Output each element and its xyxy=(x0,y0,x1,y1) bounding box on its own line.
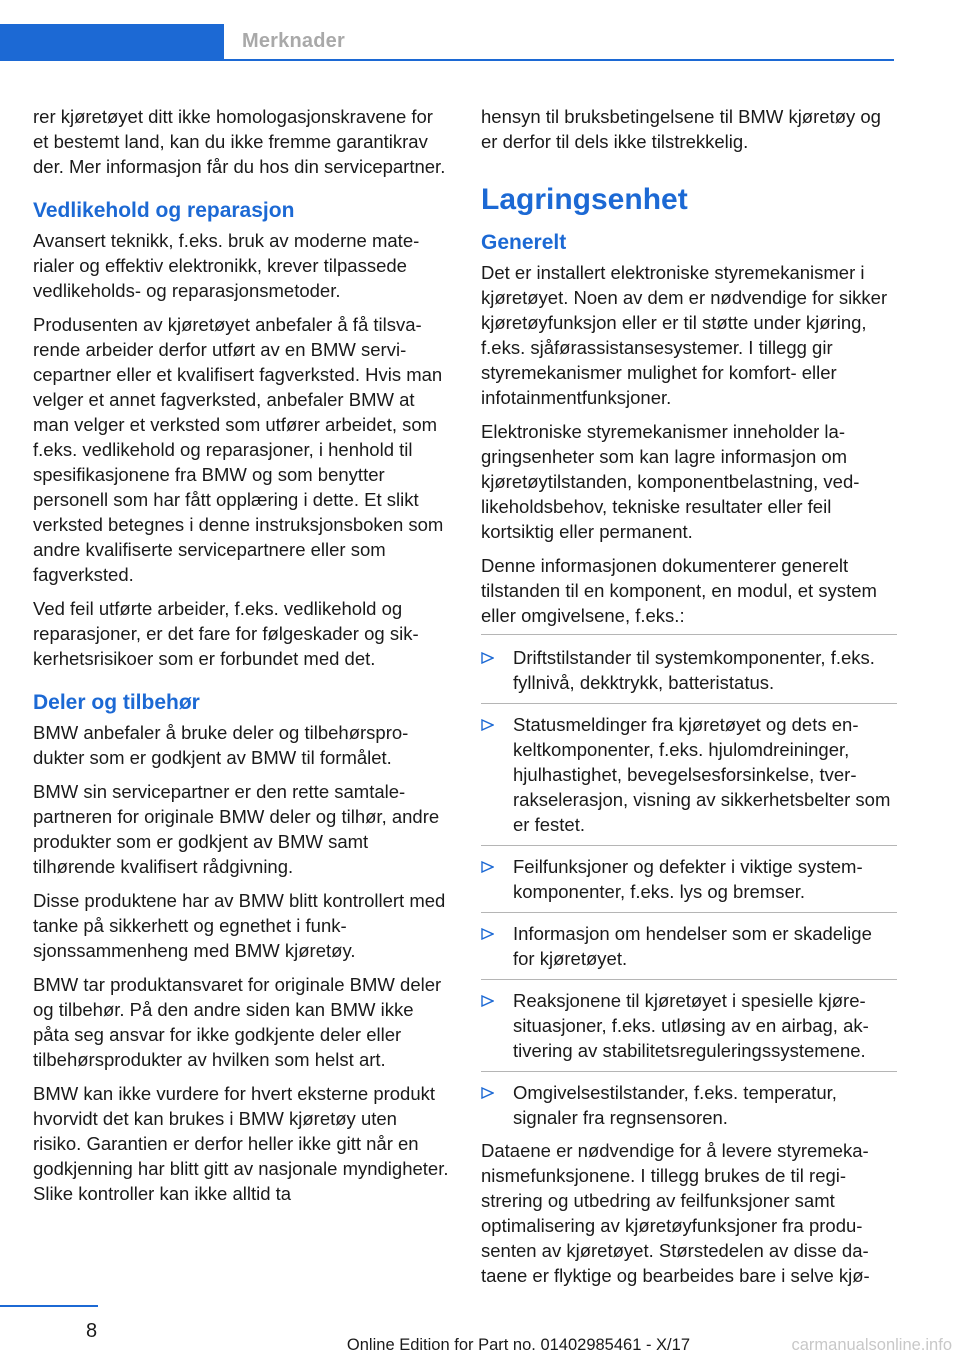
edition-note: Online Edition for Part no. 01402985461 - X/17 xyxy=(346,1336,690,1354)
body-paragraph: BMW tar produktansvaret for originale BMW deler og tilbehør. På den andre siden kan BMW ikke påta seg ansvar for ikke godkjente deler eller tilbehørsprodukter av hvilken som helst art. xyxy=(33,974,442,1070)
body-paragraph: Produsenten av kjøretøyet anbefaler å få tilsvarende arbeider derfor utført av en BMW servicepartner eller et kvalifisert fagverksted. Hvis man velger et annet fagverksted, anbefaler BMW at man velger et verksted som utfører arbeidet, som f.eks. vedlikehold og reparasjoner, i henhold til spesifikasjonene fra BMW og som benytter personell som har fått opplæring i dette. Et slikt verksted betegnes i denne instruksjonsboken som andre kvalifiserte servicepartnere eller som fagverksted. xyxy=(33,314,444,585)
triangle-bullet-icon xyxy=(481,861,494,873)
triangle-bullet-icon xyxy=(481,652,494,664)
triangle-bullet-icon xyxy=(481,928,494,940)
body-paragraph: Det er installert elektroniske styremekanismer i kjøretøyet. Noen av dem er nødvendige for sikker kjøretøyfunksjon eller er til støtte under kjøring, f.eks. sjåførassistansesystemer. I tillegg gir styremekanismer mulighet for komfort- eller infotainmentfunksjoner. xyxy=(481,262,888,408)
intro-paragraph: rer kjøretøyet ditt ikke homologasjonskravene for et bestemt land, kan du ikke fremme garantikrav der. Mer informasjon får du hos din servicepartner. xyxy=(33,106,446,177)
list-item xyxy=(481,712,897,846)
list-item xyxy=(481,645,897,704)
footer-rule xyxy=(0,1305,98,1307)
chapter-heading-storage: Lagringsenhet xyxy=(481,183,688,216)
section-heading-parts: Deler og tilbehør xyxy=(33,691,200,714)
right-column xyxy=(481,104,897,1297)
header-accent-bar xyxy=(0,24,224,61)
list-divider xyxy=(481,634,897,635)
list-item xyxy=(481,921,897,980)
body-paragraph: Disse produktene har av BMW blitt kontrollert med tanke på sikkerhett og egnethet i funksjonssammenheng med BMW kjøretøy. xyxy=(33,890,446,961)
body-paragraph: Avansert teknikk, f.eks. bruk av moderne materialer og effektiv elektronikk, krever tilpassede vedlikeholds- og reparasjonsmetoder. xyxy=(33,230,420,301)
body-paragraph: BMW sin servicepartner er den rette samtalepartneren for originale BMW deler og tilhør, andre produkter som er godkjent av BMW samt tilhørende kvalifisert rådgivning. xyxy=(33,781,440,877)
list-item xyxy=(481,854,897,913)
body-paragraph: BMW kan ikke vurdere for hvert eksterne produkt hvorvidt det kan brukes i BMW kjøretøy uten risiko. Garantien er derfor heller ikke gitt når en godkjenning har blitt gitt av nasjonale myndigheter. Slike kontroller kan ikke alltid ta xyxy=(33,1083,449,1204)
list-item-text: Reaksjonene til kjøretøyet i spesielle kjøresituasjoner, f.eks. utløsing av en airbag, aktivering av stabilitetsreguleringssystemene. xyxy=(513,990,869,1061)
page-header-title: Merknader xyxy=(242,30,345,52)
intro-paragraph: hensyn til bruksbetingelsene til BMW kjøretøy og er derfor til dels ikke tilstrekkelig. xyxy=(481,106,881,152)
triangle-bullet-icon xyxy=(481,995,494,1007)
body-paragraph: Elektroniske styremekanismer inneholder lagringsenheter som kan lagre informasjon om kjøretøytilstanden, komponentbelastning, vedlikeholdsbehov, tekniske resultater eller feil kortsiktig eller permanent. xyxy=(481,421,860,542)
list-item-text: Omgivelsestilstander, f.eks. temperatur, signaler fra regnsensoren. xyxy=(513,1082,837,1128)
body-paragraph: Denne informasjonen dokumenterer generelt tilstanden til en komponent, en modul, et system eller omgivelsene, f.eks.: xyxy=(481,555,877,626)
list-item-text: Feilfunksjoner og defekter i viktige systemkomponenter, f.eks. lys og bremser. xyxy=(513,856,863,902)
section-heading-general: Generelt xyxy=(481,231,567,254)
list-item xyxy=(481,1080,897,1130)
left-column xyxy=(33,104,449,1215)
triangle-bullet-icon xyxy=(481,719,494,731)
body-paragraph: Ved feil utførte arbeider, f.eks. vedlikehold og reparasjoner, er det fare for følgeskader og sikkerhetsrisikoer som er forbundet med det. xyxy=(33,598,419,669)
list-item xyxy=(481,988,897,1072)
section-heading-maintenance: Vedlikehold og reparasjon xyxy=(33,199,295,222)
bullet-list xyxy=(481,645,897,1130)
header-rule xyxy=(224,59,894,61)
list-item-text: Driftstilstander til systemkomponenter, f.eks. fyllnivå, dekktrykk, batteristatus. xyxy=(513,647,875,693)
body-paragraph: BMW anbefaler å bruke deler og tilbehørsprodukter som er godkjent av BMW til formålet. xyxy=(33,722,409,768)
list-item-text: Informasjon om hendelser som er skadelige for kjøretøyet. xyxy=(513,923,872,969)
body-paragraph: Dataene er nødvendige for å levere styremekanismefunksjonene. I tillegg brukes de til registrering og utbedring av feilfunksjoner samt optimalisering av kjøretøyfunksjoner fra produsenten av kjøretøyet. Størstedelen av disse dataene er flyktige og bearbeides bare i selve kjø- xyxy=(481,1140,870,1286)
list-item-text: Statusmeldinger fra kjøretøyet og dets enkeltkomponenter, f.eks. hjulomdreininger, hjulhastighet, bevegelsesforsinkelse, tverrakselerasjon, visning av sikkerhetsbelter som er festet. xyxy=(513,714,891,835)
page-number: 8 xyxy=(86,1320,98,1342)
triangle-bullet-icon xyxy=(481,1087,494,1099)
watermark: carmanualsonline.info xyxy=(791,1336,952,1354)
